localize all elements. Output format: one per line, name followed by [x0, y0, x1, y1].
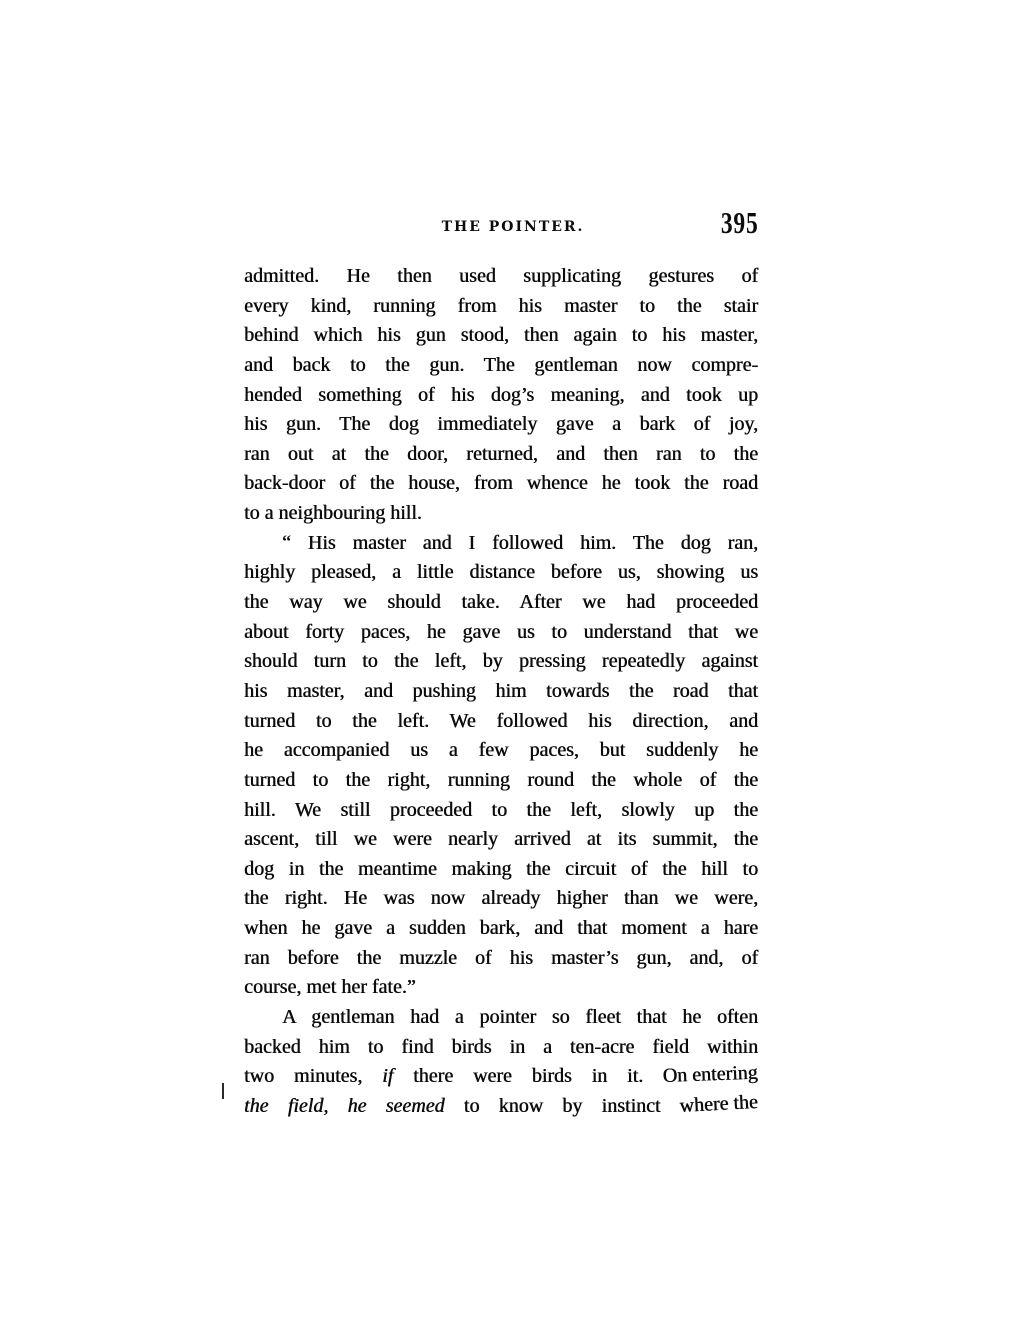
text-line	[244, 529, 758, 559]
text-segment: to a neighbouring hill.	[244, 502, 422, 525]
text-line	[244, 381, 758, 411]
text-segment: behind which his gun stood, then again to his master,	[244, 324, 758, 347]
text-segment: should turn to the left, by pressing repeatedly against	[244, 650, 758, 673]
text-segment: admitted. He then used supplicating gestures of	[244, 265, 758, 287]
text-segment: ran out at the door, returned, and then ran to the	[244, 442, 758, 465]
text-line	[244, 677, 758, 707]
italic-text: the field, he seemed	[244, 1094, 445, 1117]
text-line	[244, 1092, 758, 1122]
text-line	[244, 321, 758, 351]
text-line	[244, 618, 758, 648]
text-segment: about forty paces, he gave us to understand that we	[244, 620, 758, 643]
running-header	[244, 205, 758, 242]
scan-artifact-mark	[222, 1083, 224, 1099]
text-segment: “ His master and I followed him. The dog ran,	[282, 531, 758, 554]
text-line	[244, 262, 758, 292]
text-line	[244, 440, 758, 470]
text-line	[244, 1003, 758, 1033]
text-segment: his master, and pushing him towards the road that	[244, 679, 758, 702]
text-segment: highly pleased, a little distance before us, showing us	[244, 561, 758, 584]
text-segment: there were birds in it.	[393, 1065, 664, 1088]
text-segment: every kind, running from his master to the stair	[244, 294, 758, 317]
page-body	[244, 262, 758, 1122]
paragraph	[244, 529, 758, 1003]
text-segment: backed him to find birds in a ten-acre field within	[244, 1035, 758, 1058]
text-line	[244, 707, 758, 737]
text-line	[244, 825, 758, 855]
text-line	[244, 469, 758, 499]
text-segment: and back to the gun. The gentleman now compre-	[244, 353, 758, 376]
text-segment: the right. He was now already higher than we were,	[244, 887, 758, 910]
text-line	[244, 1033, 758, 1063]
page-number: 395	[720, 205, 758, 240]
text-line	[244, 884, 758, 914]
text-segment: he accompanied us a few paces, but suddenly he	[244, 739, 758, 762]
text-segment: his gun. The dog immediately gave a bark of joy,	[244, 413, 758, 436]
text-line	[244, 855, 758, 885]
text-segment: course, met her fate.”	[244, 976, 416, 999]
text-segment: where the	[678, 1090, 758, 1117]
running-header-title: THE POINTER.	[441, 219, 585, 235]
text-segment: hill. We still proceeded to the left, slowly up the	[244, 798, 758, 821]
text-segment: back-door of the house, from whence he took the road	[244, 472, 758, 495]
italic-text: if	[382, 1065, 394, 1088]
text-line	[244, 410, 758, 440]
text-line	[244, 351, 758, 381]
text-line	[244, 973, 758, 1003]
text-line	[244, 647, 758, 677]
text-line	[244, 796, 758, 826]
paragraph	[244, 262, 758, 529]
text-segment: the way we should take. After we had proceeded	[244, 591, 758, 614]
text-segment: ran before the muzzle of his master’s gun, and, of	[244, 946, 758, 969]
text-segment: ascent, till we were nearly arrived at its summit, the	[244, 828, 758, 851]
text-segment: turned to the left. We followed his direction, and	[244, 709, 758, 732]
text-line	[244, 944, 758, 974]
text-line	[244, 766, 758, 796]
text-line	[244, 1062, 758, 1092]
text-segment: hended something of his dog’s meaning, and took up	[244, 383, 758, 406]
text-segment: two minutes,	[244, 1065, 383, 1088]
text-line	[244, 914, 758, 944]
text-segment: turned to the right, running round the whole of the	[244, 768, 758, 791]
text-segment: A gentleman had a pointer so fleet that he often	[282, 1006, 758, 1029]
text-line	[244, 499, 758, 529]
text-line	[244, 588, 758, 618]
text-segment: to know by instinct	[444, 1094, 680, 1117]
text-line	[244, 292, 758, 322]
text-segment: On entering	[662, 1061, 758, 1088]
text-line	[244, 736, 758, 766]
text-line	[244, 558, 758, 588]
text-segment: dog in the meantime making the circuit of the hill to	[244, 857, 758, 880]
text-segment: when he gave a sudden bark, and that moment a hare	[244, 917, 758, 940]
paragraph	[244, 1003, 758, 1122]
